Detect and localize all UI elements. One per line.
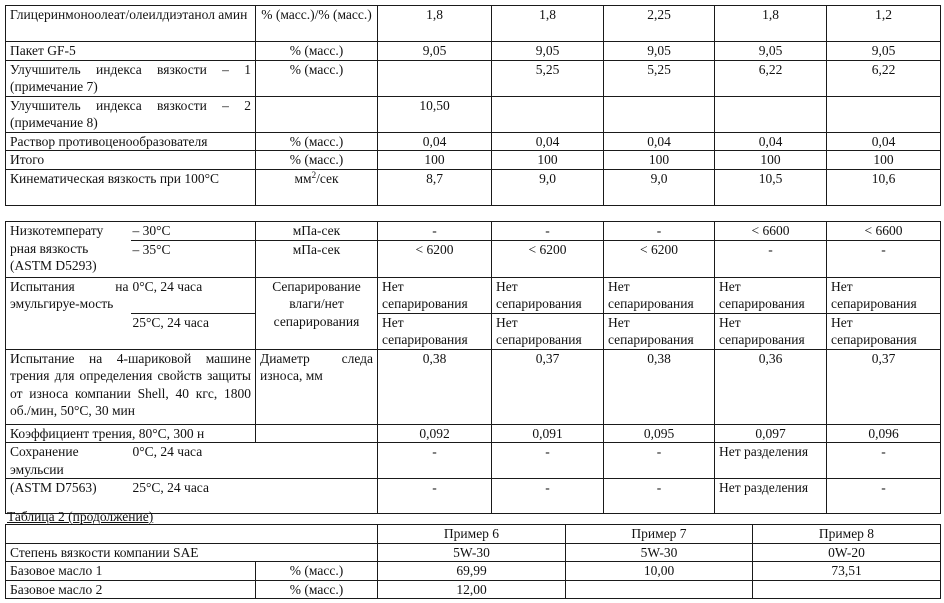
condition-cell: 25°C, 24 часа — [131, 479, 378, 514]
value-cell: Нет сепарирования — [827, 277, 941, 313]
header-blank — [6, 525, 378, 544]
value-cell — [604, 96, 715, 132]
value-cell: 9,05 — [715, 42, 827, 61]
row-label: Степень вязкости компании SAE — [6, 543, 378, 562]
table-caption: Таблица 2 (продолжение) — [7, 509, 154, 524]
friction-label: Коэффициент трения, 80°C, 300 н — [6, 424, 256, 443]
value-cell: 9,05 — [492, 42, 604, 61]
unit-base: мм — [294, 170, 312, 186]
value-cell — [378, 60, 492, 96]
condition-text: – 35°C — [132, 241, 171, 257]
value-cell: Нет сепарирования — [378, 277, 492, 313]
column-header-example-6: Пример 6 — [378, 525, 566, 544]
value-cell: 5W-30 — [378, 543, 566, 562]
table-row — [6, 169, 941, 205]
value-cell: 0,092 — [378, 424, 492, 443]
table-row — [6, 424, 941, 443]
value-cell: Нет сепарирования — [378, 313, 492, 349]
value-cell: < 6200 — [492, 240, 604, 277]
row-label: Базовое масло 2 — [6, 580, 256, 599]
value-cell: < 6200 — [604, 240, 715, 277]
row-label: Итого — [6, 151, 256, 170]
value-cell: 100 — [378, 151, 492, 170]
condition-cell: 0°C, 24 часа — [131, 443, 378, 479]
value-cell — [715, 96, 827, 132]
value-cell: 69,99 — [378, 562, 566, 581]
table-row — [6, 543, 941, 562]
unit-cell: % (масс.) — [256, 580, 378, 599]
value-cell: 1,8 — [715, 6, 827, 42]
value-cell: - — [827, 443, 941, 479]
value-cell: 9,0 — [492, 169, 604, 205]
value-cell: 6,22 — [827, 60, 941, 96]
value-cell: - — [604, 222, 715, 241]
unit-cell: % (масс.)/% (масс.) — [256, 6, 378, 42]
value-cell: 0W-20 — [753, 543, 941, 562]
value-cell: 0,04 — [492, 132, 604, 151]
table-row — [6, 132, 941, 151]
value-cell: - — [827, 240, 941, 277]
value-cell: 0,04 — [378, 132, 492, 151]
row-label: Улучшитель индекса вязкости – 1 (примечание 7) — [6, 60, 256, 96]
row-label: Базовое масло 1 — [6, 562, 256, 581]
value-cell: - — [604, 443, 715, 479]
value-cell — [827, 96, 941, 132]
value-cell: - — [604, 479, 715, 514]
label-line: (ASTM D5293) — [10, 258, 97, 273]
value-cell: 1,8 — [378, 6, 492, 42]
value-cell: Нет сепарирования — [604, 277, 715, 313]
row-label: Глицеринмоноолеат/олеилдиэтанол амин — [6, 6, 256, 42]
condition-text: – 30°C — [132, 223, 171, 238]
table-row — [6, 96, 941, 132]
condition-cell — [131, 240, 256, 277]
row-label: Раствор противоценообразователя — [6, 132, 256, 151]
emulsifiability-label: Испытания на эмульгируе-мость — [6, 277, 131, 349]
unit-cell: Сепарирование влаги/нет сепарирования — [256, 277, 378, 349]
continuation-table — [5, 524, 941, 599]
row-label: Кинематическая вязкость при 100°C — [6, 169, 256, 205]
table-row — [6, 313, 941, 349]
value-cell: 5,25 — [492, 60, 604, 96]
condition-cell: 0°C, 24 часа — [131, 277, 256, 313]
value-cell: - — [827, 479, 941, 514]
column-header-example-7: Пример 7 — [566, 525, 753, 544]
value-cell: 0,04 — [827, 132, 941, 151]
value-cell: 9,05 — [604, 42, 715, 61]
unit-cell — [256, 96, 378, 132]
unit-superscript: 2 — [311, 169, 317, 180]
unit-cell: Диаметр следа износа, мм — [256, 349, 378, 424]
unit-cell: мПа-сек — [256, 222, 378, 241]
value-cell: - — [378, 479, 492, 514]
unit-cell — [256, 424, 378, 443]
value-cell: 73,51 — [753, 562, 941, 581]
unit-cell — [256, 169, 378, 205]
value-cell: 0,095 — [604, 424, 715, 443]
table-header-row — [6, 525, 941, 544]
unit-cell: мПа-сек — [256, 240, 378, 277]
unit-cell: % (масс.) — [256, 132, 378, 151]
value-cell: 100 — [492, 151, 604, 170]
value-cell: < 6600 — [827, 222, 941, 241]
value-cell: - — [492, 479, 604, 514]
value-cell: 100 — [827, 151, 941, 170]
value-cell: - — [378, 222, 492, 241]
value-cell: < 6600 — [715, 222, 827, 241]
table-row — [6, 240, 941, 277]
value-cell: - — [492, 443, 604, 479]
value-cell: 100 — [604, 151, 715, 170]
value-cell: 10,6 — [827, 169, 941, 205]
value-cell: < 6200 — [378, 240, 492, 277]
value-cell: Нет разделения — [715, 479, 827, 514]
value-cell: 10,00 — [566, 562, 753, 581]
value-cell: Нет сепарирования — [492, 277, 604, 313]
value-cell: 10,5 — [715, 169, 827, 205]
unit-cell: % (масс.) — [256, 42, 378, 61]
value-cell: 0,36 — [715, 349, 827, 424]
value-cell: - — [378, 443, 492, 479]
value-cell: Нет сепарирования — [604, 313, 715, 349]
value-cell: 0,38 — [378, 349, 492, 424]
value-cell: Нет сепарирования — [492, 313, 604, 349]
value-cell: 1,2 — [827, 6, 941, 42]
condition-cell — [131, 222, 256, 241]
condition-cell: 25°C, 24 часа — [131, 313, 256, 349]
value-cell: 0,096 — [827, 424, 941, 443]
value-cell: 5,25 — [604, 60, 715, 96]
value-cell: 0,04 — [604, 132, 715, 151]
value-cell: - — [715, 240, 827, 277]
four-ball-label: Испытание на 4-шариковой машине трения для определения свойств защиты от износа компании Shell, 40 кгс, 1800 об./мин, 50°C, 30 мин — [6, 349, 256, 424]
value-cell: 9,05 — [827, 42, 941, 61]
properties-table — [5, 221, 941, 514]
table-row — [6, 443, 941, 479]
table-row — [6, 349, 941, 424]
value-cell — [753, 580, 941, 599]
value-cell: 9,05 — [378, 42, 492, 61]
value-cell: Нет разделения — [715, 443, 827, 479]
low-temp-viscosity-label — [6, 222, 131, 278]
table-row — [6, 42, 941, 61]
value-cell: 2,25 — [604, 6, 715, 42]
value-cell: 8,7 — [378, 169, 492, 205]
emulsion-retention-label: Сохранение эмульсии — [6, 443, 131, 479]
value-cell: 0,37 — [827, 349, 941, 424]
value-cell: - — [492, 222, 604, 241]
row-label: Улучшитель индекса вязкости – 2 (примечание 8) — [6, 96, 256, 132]
label-line: Низкотемперату — [10, 223, 104, 238]
composition-table — [5, 5, 941, 206]
table-row — [6, 6, 941, 42]
row-label: Пакет GF-5 — [6, 42, 256, 61]
value-cell: 1,8 — [492, 6, 604, 42]
value-cell: 0,091 — [492, 424, 604, 443]
unit-cell: % (масс.) — [256, 60, 378, 96]
value-cell: 0,04 — [715, 132, 827, 151]
emulsion-retention-standard: (ASTM D7563) — [6, 479, 131, 514]
table-row — [6, 60, 941, 96]
table-row — [6, 580, 941, 599]
unit-tail: /сек — [316, 170, 339, 186]
value-cell — [566, 580, 753, 599]
value-cell: 0,097 — [715, 424, 827, 443]
unit-cell: % (масс.) — [256, 151, 378, 170]
value-cell: 100 — [715, 151, 827, 170]
value-cell: 5W-30 — [566, 543, 753, 562]
value-cell: Нет сепарирования — [715, 313, 827, 349]
value-cell: 12,00 — [378, 580, 566, 599]
value-cell: 0,38 — [604, 349, 715, 424]
value-cell: 0,37 — [492, 349, 604, 424]
unit-cell: % (масс.) — [256, 562, 378, 581]
value-cell: 9,0 — [604, 169, 715, 205]
value-cell: 10,50 — [378, 96, 492, 132]
table-row — [6, 277, 941, 313]
value-cell: Нет сепарирования — [715, 277, 827, 313]
value-cell — [492, 96, 604, 132]
column-header-example-8: Пример 8 — [753, 525, 941, 544]
table-row — [6, 562, 941, 581]
value-cell: 6,22 — [715, 60, 827, 96]
table-row — [6, 151, 941, 170]
label-line: рная вязкость — [10, 240, 89, 256]
value-cell: Нет сепарирования — [827, 313, 941, 349]
table-row — [6, 222, 941, 241]
